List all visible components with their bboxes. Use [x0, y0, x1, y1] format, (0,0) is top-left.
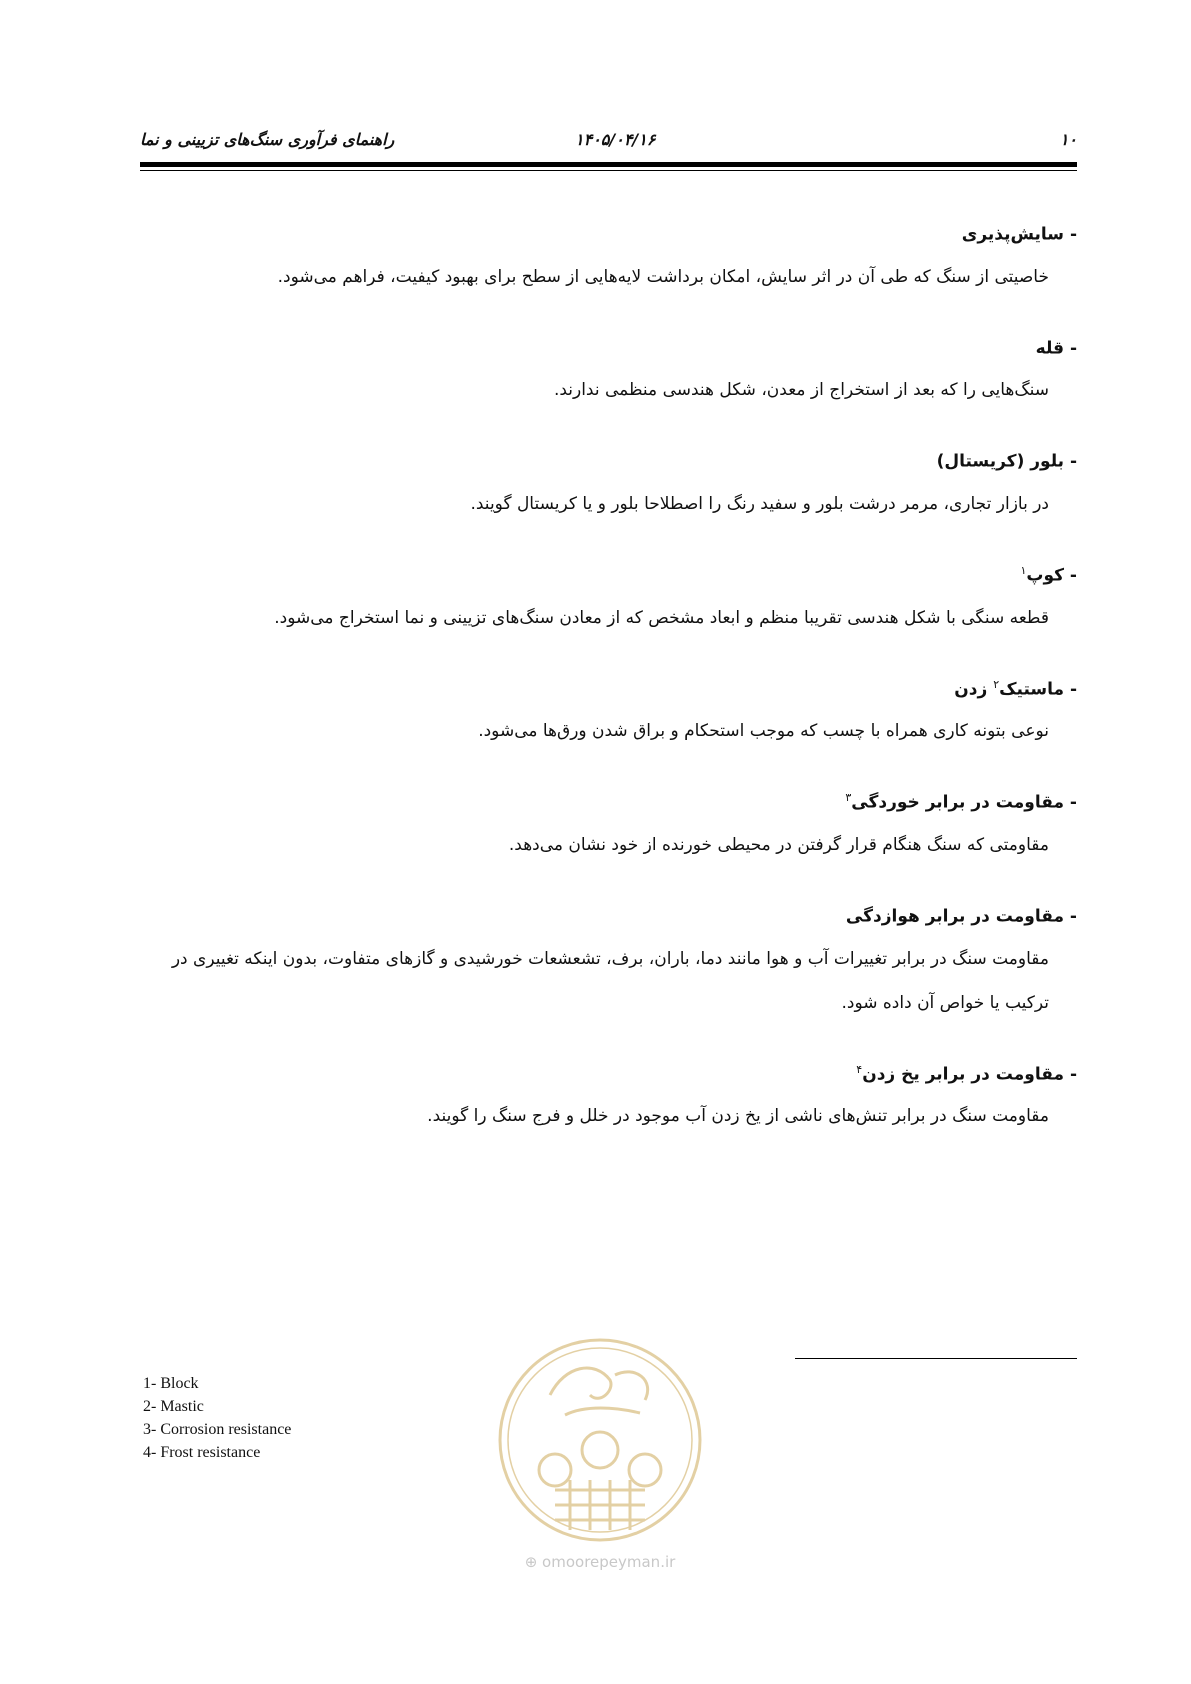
glossary-content	[140, 210, 1077, 1163]
entry-term: - مقاومت در برابر خوردگی$^۳$	[845, 791, 1077, 813]
header-date: ۱۴۰۵/۰۴/۱۶	[575, 130, 656, 149]
entry-definition: خاصیتی از سنگ که طی آن در اثر سایش، امکان برداشت لایه‌هایی از سطح برای بهبود کیفیت، فراهم می‌شود.	[277, 266, 1049, 287]
entry-definition: مقاومت سنگ در برابر تنش‌های ناشی از یخ زدن آب موجود در خلل و فرج سنگ را گویند.	[427, 1106, 1049, 1127]
entry-term: - مقاومت در برابر یخ زدن$^۴$	[856, 1062, 1077, 1085]
footnote-item: 2- Mastic	[143, 1398, 204, 1415]
entry-term: - سایش‌پذیری	[961, 224, 1077, 245]
glossary-entry	[140, 437, 1077, 526]
header-rule-thin	[140, 170, 1077, 171]
globe-icon: ⊕	[524, 1553, 538, 1571]
entry-term: - ماستیک$^۲$ زدن	[954, 677, 1077, 700]
watermark-url: ⊕ omoorepeyman.ir	[524, 1553, 676, 1571]
header-rule-thick	[140, 162, 1077, 167]
footnote-item: 3- Corrosion resistance	[143, 1421, 292, 1438]
glossary-entry	[140, 324, 1077, 413]
footnote-item: 1- Block	[143, 1375, 199, 1392]
running-header	[140, 130, 1077, 152]
watermark-logo	[495, 1335, 705, 1545]
entry-definition: مقاومت سنگ در برابر تغییرات آب و هوا مانند دما، باران، برف، تشعشعات خورشیدی و گازهای متفاوت، بدون اینکه تغییری در ترکیب یا خواص آن داده شود.	[171, 948, 1049, 1013]
page-number: ۱۰	[1059, 130, 1077, 149]
footnote-separator	[795, 1358, 1077, 1359]
glossary-entry	[140, 778, 1077, 867]
glossary-entry	[140, 210, 1077, 299]
footnotes	[143, 1372, 291, 1464]
entry-term: - کوپ$^۱$	[1020, 563, 1077, 586]
entry-term: - قله	[1035, 338, 1077, 359]
entry-definition: در بازار تجاری، مرمر درشت بلور و سفید رنگ را اصطلاحا بلور و یا کریستال گویند.	[470, 493, 1049, 514]
header-title: راهنمای فرآوری سنگ‌های تزیینی و نما	[140, 130, 395, 149]
entry-term: - مقاومت در برابر هوازدگی	[845, 906, 1077, 927]
footnote-item: 4- Frost resistance	[143, 1444, 261, 1461]
entry-definition: سنگ‌هایی را که بعد از استخراج از معدن، شکل هندسی منظمی ندارند.	[553, 380, 1049, 401]
glossary-entry	[140, 1050, 1077, 1139]
entry-definition: مقاومتی که سنگ هنگام قرار گرفتن در محیطی خورنده از خود نشان می‌دهد.	[508, 834, 1049, 855]
glossary-entry	[140, 892, 1077, 1025]
entry-definition: قطعه سنگی با شکل هندسی تقریبا منظم و ابعاد مشخص که از معادن سنگ‌های تزیینی و نما استخراج می‌شود.	[274, 607, 1049, 628]
glossary-entry	[140, 551, 1077, 640]
entry-definition: نوعی بتونه کاری همراه با چسب که موجب استحکام و براق شدن ورق‌ها می‌شود.	[478, 721, 1049, 742]
entry-term: - بلور (کریستال)	[936, 451, 1077, 472]
glossary-entry	[140, 665, 1077, 754]
